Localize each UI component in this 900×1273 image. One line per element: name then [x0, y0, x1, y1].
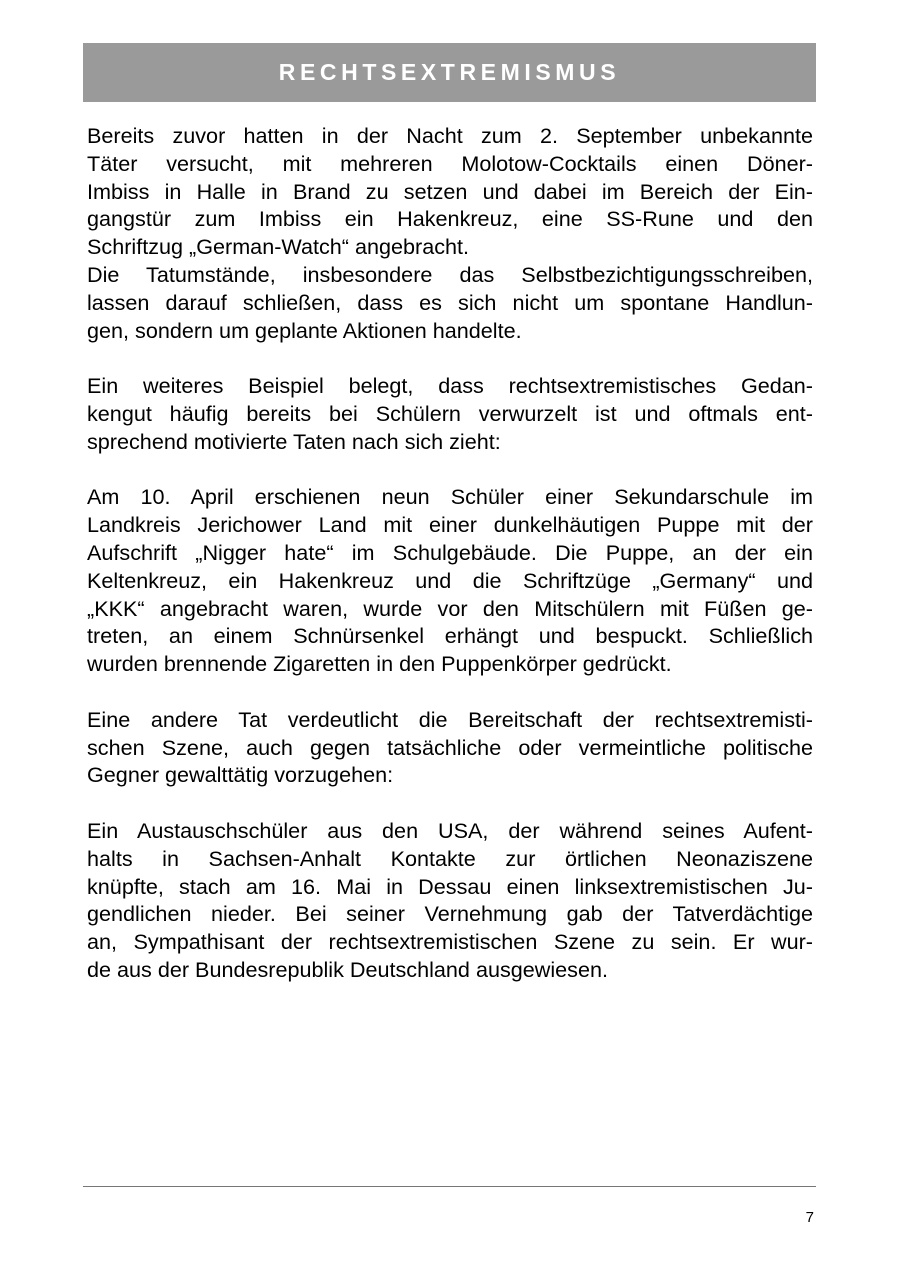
- text-line: gangstür zum Imbiss ein Hakenkreuz, eine SS-Rune und den: [87, 206, 813, 232]
- text-line: de aus der Bundesrepublik Deutschland ausgewiesen.: [87, 956, 608, 982]
- paragraph: [87, 372, 813, 455]
- section-header-bar: [83, 43, 816, 102]
- text-line: Eine andere Tat verdeutlicht die Bereitschaft der rechtsextremisti-: [87, 706, 813, 732]
- text-line: Keltenkreuz, ein Hakenkreuz und die Schriftzüge „Germany“ und: [87, 567, 813, 593]
- text-line: Täter versucht, mit mehreren Molotow-Cocktails einen Döner-: [87, 150, 813, 176]
- text-line: Aufschrift „Nigger hate“ im Schulgebäude. Die Puppe, an der ein: [87, 539, 813, 565]
- text-line: Ein weiteres Beispiel belegt, dass rechtsextremistisches Gedan-: [87, 373, 813, 399]
- text-line: „KKK“ angebracht waren, wurde vor den Mitschülern mit Füßen ge-: [87, 595, 813, 621]
- text-line: knüpfte, stach am 16. Mai in Dessau einen linksextremistischen Ju-: [87, 873, 813, 899]
- paragraph-spacer: [87, 344, 813, 372]
- footer-divider: [83, 1186, 816, 1187]
- paragraph: [87, 261, 813, 344]
- text-line: Schriftzug „German-Watch“ angebracht.: [87, 234, 470, 260]
- paragraph-spacer: [87, 456, 813, 484]
- text-line: Am 10. April erschienen neun Schüler einer Sekundarschule im: [87, 484, 813, 510]
- paragraph-spacer: [87, 678, 813, 706]
- text-line: kengut häufig bereits bei Schülern verwurzelt ist und oftmals ent-: [87, 400, 813, 426]
- text-line: treten, an einem Schnürsenkel erhängt und bespuckt. Schließlich: [87, 623, 813, 649]
- text-line: gen, sondern um geplante Aktionen handelte.: [87, 317, 522, 343]
- text-line: sprechend motivierte Taten nach sich zieht:: [87, 428, 501, 454]
- section-title: RECHTSEXTREMISMUS: [278, 59, 621, 85]
- text-line: schen Szene, auch gegen tatsächliche oder vermeintliche politische: [87, 734, 813, 760]
- page-number: 7: [805, 1209, 814, 1226]
- paragraph: [87, 483, 813, 678]
- text-line: wurden brennende Zigaretten in den Puppenkörper gedrückt.: [87, 651, 672, 677]
- text-line: Landkreis Jerichower Land mit einer dunkelhäutigen Puppe mit der: [87, 512, 813, 538]
- paragraph: [87, 817, 813, 984]
- text-line: Imbiss in Halle in Brand zu setzen und dabei im Bereich der Ein-: [87, 178, 813, 204]
- text-line: halts in Sachsen-Anhalt Kontakte zur örtlichen Neonaziszene: [87, 845, 813, 871]
- text-line: Bereits zuvor hatten in der Nacht zum 2. September unbekannte: [87, 123, 813, 148]
- paragraph: [87, 122, 813, 261]
- text-line: Die Tatumstände, insbesondere das Selbstbezichtigungsschreiben,: [87, 261, 813, 287]
- text-line: gendlichen nieder. Bei seiner Vernehmung gab der Tatverdächtige: [87, 901, 813, 927]
- text-line: Gegner gewalttätig vorzugehen:: [87, 762, 394, 788]
- paragraph-spacer: [87, 789, 813, 817]
- text-line: Ein Austauschschüler aus den USA, der während seines Aufent-: [87, 817, 813, 843]
- text-line: an, Sympathisant der rechtsextremistischen Szene zu sein. Er wur-: [87, 929, 813, 955]
- paragraph: [87, 706, 813, 789]
- text-line: lassen darauf schließen, dass es sich nicht um spontane Handlun-: [87, 289, 813, 315]
- body-text: [87, 122, 813, 984]
